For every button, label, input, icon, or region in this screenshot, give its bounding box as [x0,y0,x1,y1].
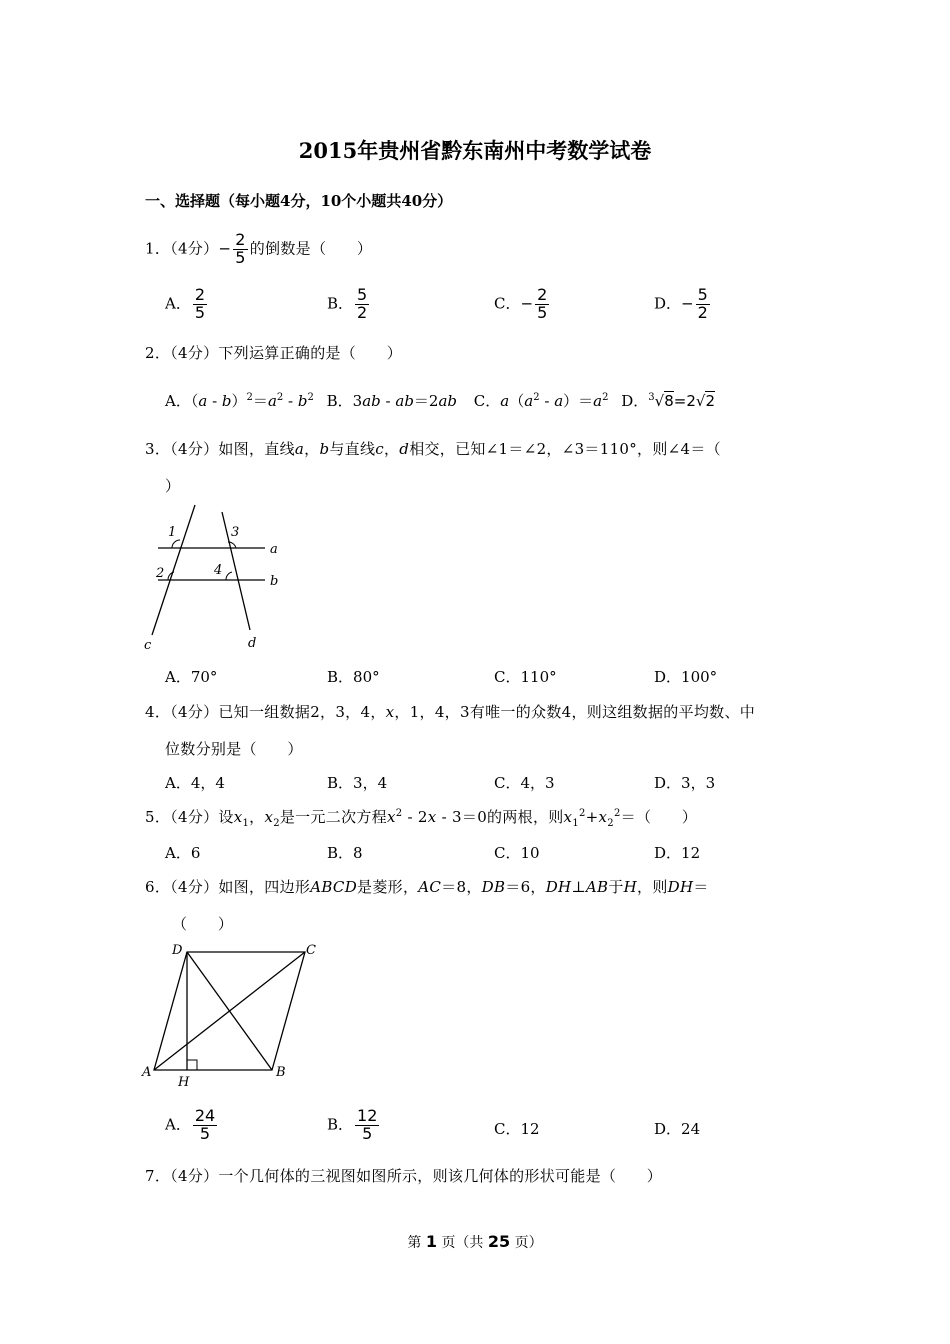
diagonal-db [187,952,272,1070]
q1-option-b[interactable] [327,287,371,322]
label-H: H [178,1075,190,1090]
option-fraction [696,287,710,322]
question-1 [145,232,372,267]
option-label: C． [494,294,521,313]
q3-option-a[interactable]: A．70° [165,668,218,686]
q4-option-b[interactable]: B．3，4 [327,774,388,792]
label-C: C [306,943,316,958]
option-label: A． [165,1115,191,1134]
footer-pre: 第 [407,1235,422,1251]
q3-parallel-lines-figure [140,500,290,655]
q5-prefix: 5．（4分）设 [145,808,234,826]
q4-option-c[interactable]: C．4，3 [494,774,555,792]
question-3: 3．（4分）如图，直线a，b与直线c，d相交，已知∠1＝∠2，∠3＝110°，则∠4＝（ [145,440,721,458]
label-angle-4: 4 [214,563,223,578]
footer-mid: 页（共 [441,1235,484,1251]
question-4-line2: 位数分别是（ ） [165,740,303,758]
option-neg: − [681,294,694,313]
frac-den: 5 [362,1123,373,1143]
option-fraction [193,1108,217,1143]
frac-den: 2 [357,302,368,322]
q2-option-a[interactable]: A．$(a - b)^2=a^2 - b^2$ [165,392,314,410]
label-d: d [248,636,257,651]
option-label: B． [327,294,354,313]
question-6: 6．（4分）如图，四边形ABCD是菱形，AC＝8，DB＝6，DH⊥AB于H，则DH＝ [145,878,709,896]
question-7: 7．（4分）一个几何体的三视图如图所示，则该几何体的形状可能是（ ） [145,1167,663,1185]
option-label: C． [473,392,501,410]
right-angle-mark [187,1060,197,1070]
section-heading-1: 一、选择题（每小题4分，10个小题共40分） [145,192,453,210]
q1-option-a[interactable] [165,287,209,322]
frac-num: 24 [194,1106,216,1125]
q6-prefix: 6．（4分）如图，四边形 [145,878,311,896]
option-label: D． [654,294,682,313]
q2-option-b[interactable]: B．3ab - ab＝2ab [326,392,458,410]
question-3-line2: ） [165,477,181,495]
q1-option-d[interactable] [654,287,712,322]
label-B: B [276,1065,286,1080]
label-angle-2: 2 [156,566,165,581]
q1-option-c[interactable] [494,287,551,322]
q2-option-c[interactable]: C．$a(a^2 - a)=a^2$ [473,392,609,410]
q2-option-d[interactable]: D．$^3$√8=2√2 [621,392,715,410]
frac-den: 5 [537,302,548,322]
frac-num: 5 [697,285,708,304]
q5-option-b[interactable]: B．8 [327,844,363,862]
q6-option-d[interactable]: D．24 [654,1120,701,1138]
q4-option-d[interactable]: D．3，3 [654,774,716,792]
angle-1-arc [172,540,180,548]
q3-stem-start: 3．（4分）如图，直线 [145,440,295,458]
label-b: b [270,574,279,589]
frac-den: 5 [194,302,206,322]
option-label: B． [327,1115,354,1134]
frac-num: 2 [194,285,206,304]
question-6-line2: （ ） [172,915,234,933]
label-D: D [172,943,183,958]
total-pages: 25 [487,1232,511,1251]
label-angle-3: 3 [231,525,240,540]
label-a: a [270,542,278,557]
page-title: 2015年贵州省黔东南州中考数学试卷 [298,138,652,163]
q3-option-b[interactable]: B．80° [327,668,380,686]
q1-prefix: 1．（4分） [145,239,219,258]
option-label: A． [165,294,191,313]
angle-4-arc [226,572,232,580]
frac-den: 5 [199,1123,211,1143]
question-5: 5．（4分）设$x_1$，$x_2$是一元二次方程$x^2 - 2x - 3=0$的两根，则$x_1^2+x_2^2=$（ ） [145,808,698,829]
question-2: 2．（4分）下列运算正确的是（ ） [145,344,402,362]
q1-stem: 的倒数是（ ） [249,239,373,258]
question-4 [145,701,755,722]
q6-rhombus-figure [140,938,330,1090]
q4-stem-a: 4．（4分）已知一组数据2，3，4， [145,703,386,721]
frac-num: 12 [357,1106,378,1125]
option-fraction [355,287,369,322]
q3-option-d[interactable]: D．100° [654,668,718,686]
q5-option-a[interactable]: A．6 [165,844,201,862]
footer-post: 页） [514,1235,543,1251]
option-fraction [355,1108,379,1143]
q2-options-row [165,390,715,411]
option-fraction [193,287,207,322]
q4-option-a[interactable]: A．4，4 [165,774,225,792]
option-fraction [535,287,549,322]
page-number: 1 [425,1232,437,1251]
label-angle-1: 1 [168,525,177,540]
q1-frac-den: 5 [235,247,246,267]
option-label: B． [326,392,353,410]
frac-num: 5 [357,285,368,304]
q6-option-c[interactable]: C．12 [494,1120,540,1138]
q3-option-c[interactable]: C．110° [494,668,557,686]
q4-var: x [385,703,395,721]
page-footer [0,1232,950,1252]
label-c: c [144,638,152,653]
option-label: D． [621,392,649,410]
q5-option-c[interactable]: C．10 [494,844,540,862]
q4-stem-b: ，1，4，3有唯一的众数4，则这组数据的平均数、中 [394,703,756,721]
frac-num: 2 [537,285,548,304]
q6-option-b[interactable] [327,1108,381,1143]
q5-option-d[interactable]: D．12 [654,844,701,862]
q1-minus: − [218,239,232,258]
q6-option-a[interactable] [165,1108,219,1143]
option-label: A． [165,392,191,410]
option-neg: − [520,294,534,313]
label-A: A [142,1065,152,1080]
frac-den: 2 [697,302,708,322]
q1-fraction [233,232,247,267]
q1-frac-num: 2 [235,230,246,249]
